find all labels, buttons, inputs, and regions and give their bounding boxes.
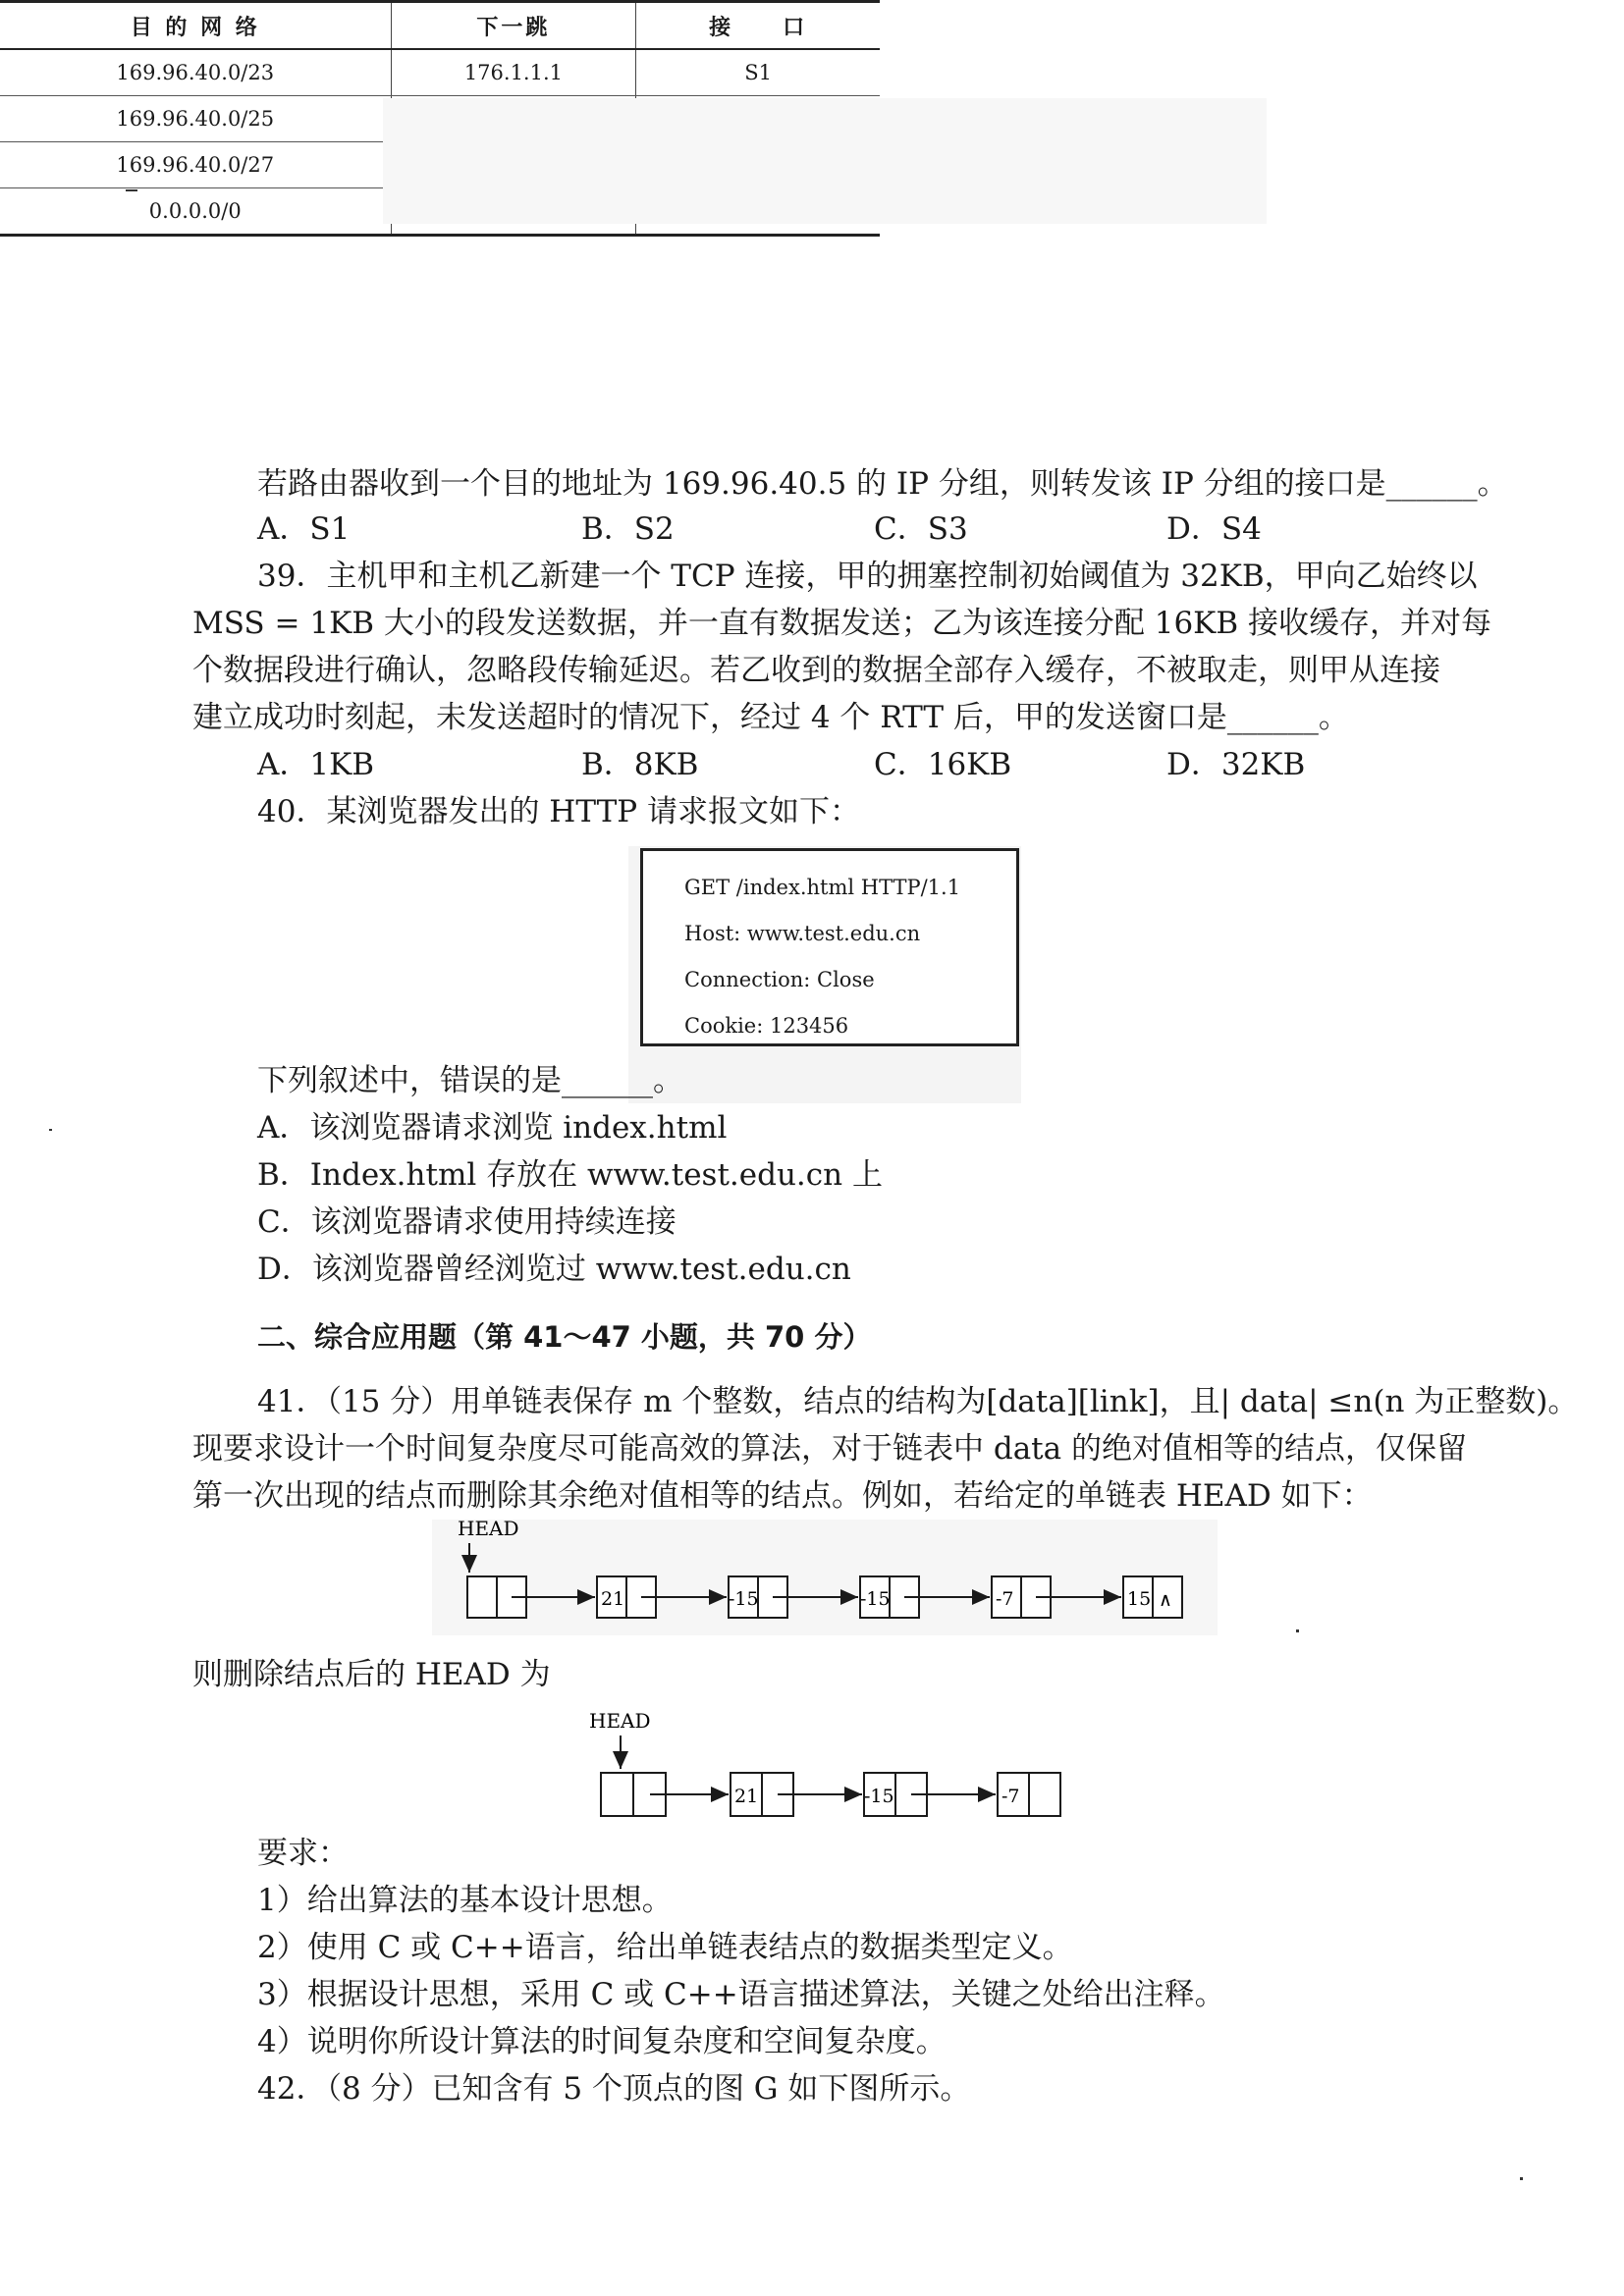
q40-option-c: C．该浏览器请求使用持续连接 <box>257 1204 677 1240</box>
scan-mark <box>126 189 137 191</box>
table-cell: 176.1.1.1 <box>391 49 636 96</box>
scan-mark <box>1296 1629 1299 1632</box>
q38-option-a: A．S1 <box>257 511 351 547</box>
q40-option-d: D．该浏览器曾经浏览过 www.test.edu.cn <box>257 1252 851 1287</box>
q39-option-d: D．32KB <box>1166 747 1306 782</box>
requirement-item: 4）说明你所设计算法的时间复杂度和空间复杂度。 <box>257 2024 947 2059</box>
list-node <box>998 1773 1060 1816</box>
node-value: 15 <box>1127 1588 1152 1610</box>
q38-option-c: C．S3 <box>874 511 968 547</box>
requirement-item: 3）根据设计思想，采用 C 或 C++语言描述算法，关键之处给出注释。 <box>257 1977 1225 2012</box>
table-header-row <box>0 2 880 50</box>
q40-question: 下列叙述中，错误的是______。 <box>257 1063 683 1098</box>
table-cell: 169.96.40.0/23 <box>0 49 391 96</box>
q41-line-2: 现要求设计一个时间复杂度尽可能高效的算法，对于链表中 data 的绝对值相等的结点，仅保留 <box>192 1431 1467 1467</box>
node-value: -15 <box>729 1588 759 1610</box>
http-request-box <box>640 848 1019 1046</box>
requirements-title: 要求： <box>257 1836 349 1871</box>
list-node-tail <box>1123 1576 1182 1618</box>
node-value: -7 <box>996 1588 1014 1610</box>
table-cell: S1 <box>636 49 880 96</box>
column-header: 接 口 <box>636 2 880 50</box>
table-cell: 0.0.0.0/0 <box>0 188 391 236</box>
requirement-item: 1）给出算法的基本设计思想。 <box>257 1883 673 1918</box>
head-label: HEAD <box>589 1709 651 1733</box>
null-pointer-symbol: ∧ <box>1159 1589 1172 1611</box>
q40-option-b: B．Index.html 存放在 www.test.edu.cn 上 <box>257 1157 883 1193</box>
scan-shade <box>432 1520 1218 1635</box>
q39-line-1: 39．主机甲和主机乙新建一个 TCP 连接，甲的拥塞控制初始阈值为 32KB，甲向乙始终以 <box>257 559 1478 594</box>
table-cell: 169.96.40.0/27 <box>0 142 391 188</box>
requirement-item: 2）使用 C 或 C++语言，给出单链表结点的数据类型定义。 <box>257 1930 1073 1965</box>
column-header: 下一跳 <box>391 2 636 50</box>
q38-stem: 若路由器收到一个目的地址为 169.96.40.5 的 IP 分组，则转发该 IP 分组的接口是______。 <box>257 466 1508 502</box>
q39-line-4: 建立成功时刻起，未发送超时的情况下，经过 4 个 RTT 后，甲的发送窗口是______。 <box>192 700 1349 735</box>
q39-option-b: B．8KB <box>581 747 699 782</box>
head-label: HEAD <box>458 1517 519 1540</box>
q39-line-2: MSS = 1KB 大小的段发送数据，并一直有数据发送；乙为该连接分配 16KB 接收缓存，并对每 <box>192 606 1491 641</box>
node-value: 21 <box>734 1786 759 1807</box>
node-value: -15 <box>860 1588 891 1610</box>
q41-after-text: 则删除结点后的 HEAD 为 <box>192 1657 551 1692</box>
q39-option-a: A．1KB <box>257 747 375 782</box>
http-host-line: Host: www.test.edu.cn <box>684 922 921 945</box>
q40-option-a: A．该浏览器请求浏览 index.html <box>257 1110 728 1146</box>
q40-stem: 40．某浏览器发出的 HTTP 请求报文如下： <box>257 794 860 829</box>
q39-line-3: 个数据段进行确认，忽略段传输延迟。若乙收到的数据全部存入缓存，不被取走，则甲从连接 <box>192 653 1440 688</box>
q42-stem: 42．（8 分）已知含有 5 个顶点的图 G 如下图所示。 <box>257 2071 971 2107</box>
linked-list-after-diagram <box>564 1706 1074 1834</box>
section-heading: 二、综合应用题（第 41～47 小题，共 70 分） <box>257 1320 872 1354</box>
q39-option-c: C．16KB <box>874 747 1012 782</box>
node-value: -7 <box>1001 1786 1020 1807</box>
linked-list-before-diagram <box>432 1508 1218 1635</box>
scan-mark <box>49 1129 52 1131</box>
node-value: 21 <box>601 1588 625 1610</box>
scanned-header-strip <box>383 98 1267 224</box>
http-request-line: GET /index.html HTTP/1.1 <box>684 876 961 899</box>
q38-option-b: B．S2 <box>581 511 675 547</box>
column-header: 目 的 网 络 <box>0 2 391 50</box>
table-cell: 169.96.40.0/25 <box>0 96 391 142</box>
scan-mark <box>1520 2177 1523 2180</box>
http-cookie-line: Cookie: 123456 <box>684 1014 849 1038</box>
http-connection-line: Connection: Close <box>684 968 875 991</box>
q38-option-d: D．S4 <box>1166 511 1262 547</box>
table-row <box>0 49 880 96</box>
q41-line-1: 41．（15 分）用单链表保存 m 个整数，结点的结构为[data][link]，且| data| ≤n(n 为正整数)。 <box>257 1384 1579 1419</box>
q41-line-3: 第一次出现的结点而删除其余绝对值相等的结点。例如，若给定的单链表 HEAD 如下： <box>192 1478 1373 1514</box>
node-value: -15 <box>864 1786 894 1807</box>
